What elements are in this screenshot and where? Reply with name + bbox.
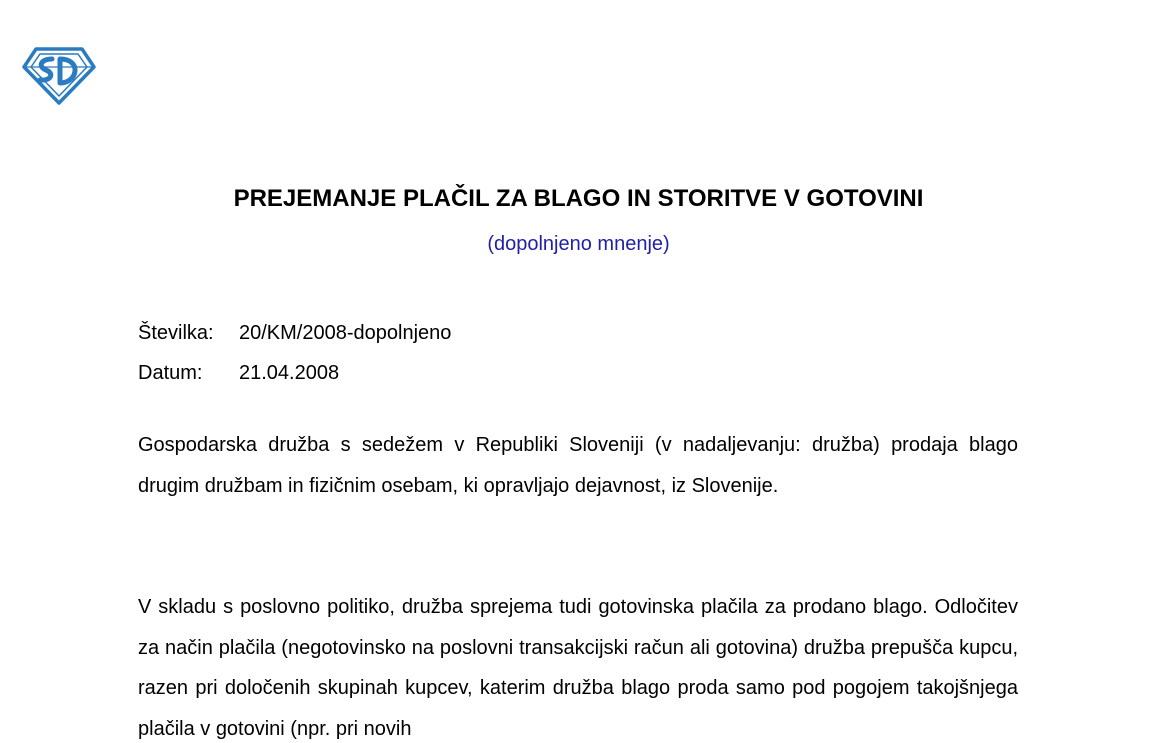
meta-date-row <box>138 353 451 393</box>
logo <box>22 47 96 105</box>
number-value: 20/KM/2008-dopolnjeno <box>239 322 452 344</box>
paragraph-2: V skladu s poslovno politiko, družba sprejema tudi gotovinska plačila za prodano blago. Odločitev za način plačila (negotovinsko na poslovni transakcijski račun ali gotovina) družba prepušča kupcu, razen pri določenih skupinah kupcev, katerim družba blago proda samo pod pogojem takojšnjega plačila v gotovini (npr. pri novih <box>138 596 1018 740</box>
date-value: 21.04.2008 <box>239 362 340 384</box>
date-label: Datum: <box>138 362 203 384</box>
document-title: PREJEMANJE PLAČIL ZA BLAGO IN STORITVE V GOTOVINI <box>233 185 924 212</box>
document-subtitle: (dopolnjeno mnenje) <box>487 233 670 255</box>
sd-diamond-logo-icon <box>22 47 96 105</box>
document-meta <box>138 313 451 393</box>
number-label: Številka: <box>138 322 214 344</box>
paragraph-1: Gospodarska družba s sedežem v Republiki Sloveniji (v nadaljevanju: družba) prodaja blago drugim družbam in fizičnim osebam, ki opravljajo dejavnost, iz Slovenije. <box>138 434 1018 497</box>
meta-number-row <box>138 313 451 353</box>
